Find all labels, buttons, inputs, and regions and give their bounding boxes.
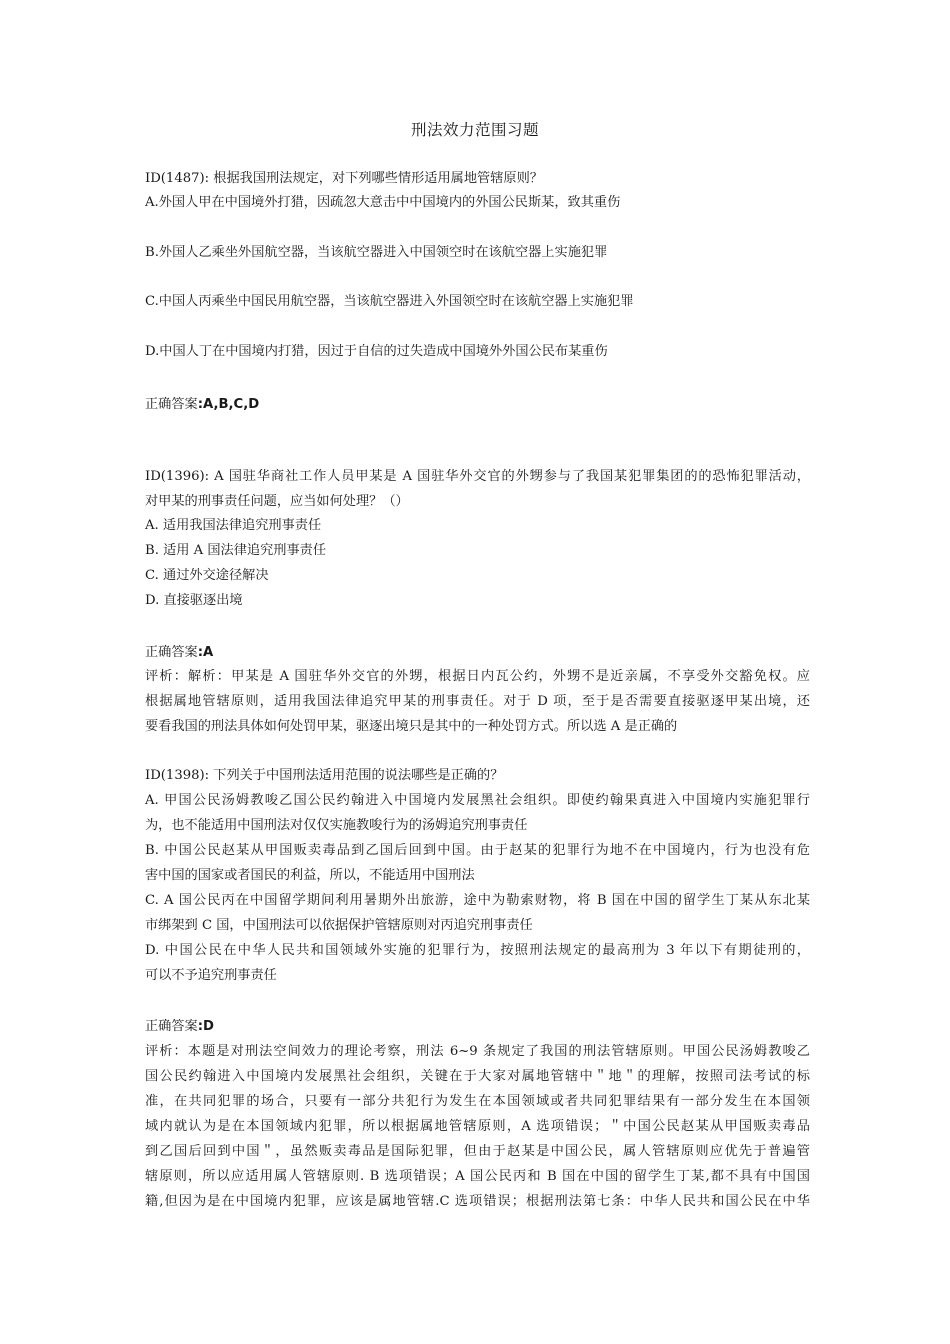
answer-label: 正确答案 bbox=[145, 645, 198, 660]
question-1398-option-d-line-1: D. 中国公民在中华人民共和国领域外实施的犯罪行为，按照刑法规定的最高刑为 3 年以下有期徒刑的， bbox=[145, 943, 810, 958]
question-1398-option-c-line-1: C. A 国公民丙在中国留学期间利用暑期外出旅游，途中为勒索财物，将 B 国在中国的留学生丁某从东北某 bbox=[145, 893, 810, 908]
answer-label: 正确答案 bbox=[145, 397, 198, 412]
question-1396-option-d: D. 直接驱逐出境 bbox=[145, 593, 243, 608]
question-1398-analysis-line-7: 籍,但因为是在中国境内犯罪，应该是属地管辖.C 选项错误；根据刑法第七条：中华人民共和国公民在中华 bbox=[145, 1194, 810, 1209]
question-1487-option-b: B.外国人乙乘坐外国航空器，当该航空器进入中国领空时在该航空器上实施犯罪 bbox=[145, 245, 608, 260]
answer-label: 正确答案 bbox=[145, 1019, 198, 1034]
question-1487-option-d: D.中国人丁在中国境内打猎，因过于自信的过失造成中国境外外国公民布某重伤 bbox=[145, 344, 608, 359]
question-1398-analysis-line-2: 国公民约翰进入中国境内发展黑社会组织，关键在于大家对属地管辖中＂地＂的理解，按照司法考试的标 bbox=[145, 1069, 810, 1084]
question-1398-option-c-line-2: 市绑架到 C 国，中国刑法可以依据保护管辖原则对丙追究刑事责任 bbox=[145, 918, 533, 933]
question-1487-option-a: A.外国人甲在中国境外打猎，因疏忽大意击中中国境内的外国公民斯某，致其重伤 bbox=[145, 195, 621, 210]
answer-value: :A,B,C,D bbox=[197, 397, 260, 412]
question-1398-analysis-line-1: 评析：本题是对刑法空间效力的理论考察，刑法 6~9 条规定了我国的刑法管辖原则。甲国公民汤姆教唆乙 bbox=[145, 1044, 810, 1059]
question-1396-option-a: A. 适用我国法律追究刑事责任 bbox=[145, 518, 322, 533]
question-1487-text: ID(1487): 根据我国刑法规定，对下列哪些情形适用属地管辖原则？ bbox=[145, 171, 543, 186]
page-title: 刑法效力范围习题 bbox=[410, 121, 539, 139]
question-1396-answer bbox=[145, 644, 810, 662]
question-1396-analysis-line-3: 要看我国的刑法具体如何处罚甲某，驱逐出境只是其中的一种处罚方式。所以选 A 是正确的 bbox=[145, 719, 678, 734]
question-1398-analysis-line-3: 准，在共同犯罪的场合，只要有一部分共犯行为发生在本国领域或者共同犯罪结果有一部分发生在本国领 bbox=[145, 1094, 810, 1109]
question-1398-analysis-line-4: 域内就认为是在本国领域内犯罪，所以根据属地管辖原则，A 选项错误；＂中国公民赵某从甲国贩卖毒品 bbox=[145, 1119, 810, 1134]
question-1398-option-b-line-2: 害中国的国家或者国民的利益，所以，不能适用中国刑法 bbox=[145, 868, 475, 883]
question-1398-text: ID(1398): 下列关于中国刑法适用范围的说法哪些是正确的？ bbox=[145, 768, 504, 783]
question-1487-answer bbox=[145, 396, 810, 414]
question-1396-text-line-2: 对甲某的刑事责任问题，应当如何处理？（） bbox=[145, 494, 409, 509]
question-1396-option-b: B. 适用 A 国法律追究刑事责任 bbox=[145, 543, 327, 558]
answer-value: :A bbox=[197, 645, 214, 660]
question-1398-analysis-line-5: 到乙国后回到中国＂，虽然贩卖毒品是国际犯罪，但由于赵某是中国公民，属人管辖原则应优先于普遍管 bbox=[145, 1144, 810, 1159]
question-1396-option-c: C. 通过外交途径解决 bbox=[145, 568, 269, 583]
answer-value: :D bbox=[197, 1019, 214, 1034]
question-1398-option-a-line-1: A. 甲国公民汤姆教唆乙国公民约翰进入中国境内发展黑社会组织。即使约翰果真进入中国境内实施犯罪行 bbox=[145, 793, 810, 808]
question-1396-text-line-1: ID(1396): A 国驻华商社工作人员甲某是 A 国驻华外交官的外甥参与了我国某犯罪集团的的恐怖犯罪活动， bbox=[145, 469, 810, 484]
question-1398-option-d-line-2: 可以不予追究刑事责任 bbox=[145, 968, 277, 983]
question-1396-analysis-line-1: 评析：解析：甲某是 A 国驻华外交官的外甥，根据日内瓦公约，外甥不是近亲属，不享受外交豁免权。应 bbox=[145, 669, 810, 684]
question-1398-analysis-line-6: 辖原则，所以应适用属人管辖原则. B 选项错误；A 国公民丙和 B 国在中国的留学生丁某,都不具有中国国 bbox=[145, 1169, 810, 1184]
question-1398-option-b-line-1: B. 中国公民赵某从甲国贩卖毒品到乙国后回到中国。由于赵某的犯罪行为地不在中国境内，行为也没有危 bbox=[145, 843, 810, 858]
question-1487-option-c: C.中国人丙乘坐中国民用航空器，当该航空器进入外国领空时在该航空器上实施犯罪 bbox=[145, 294, 634, 309]
question-1396-analysis-line-2: 根据属地管辖原则，适用我国法律追究甲某的刑事责任。对于 D 项，至于是否需要直接驱逐甲某出境，还 bbox=[145, 694, 810, 709]
question-1398-option-a-line-2: 为，也不能适用中国刑法对仅仅实施教唆行为的汤姆追究刑事责任 bbox=[145, 818, 528, 833]
question-1398-answer bbox=[145, 1018, 810, 1036]
